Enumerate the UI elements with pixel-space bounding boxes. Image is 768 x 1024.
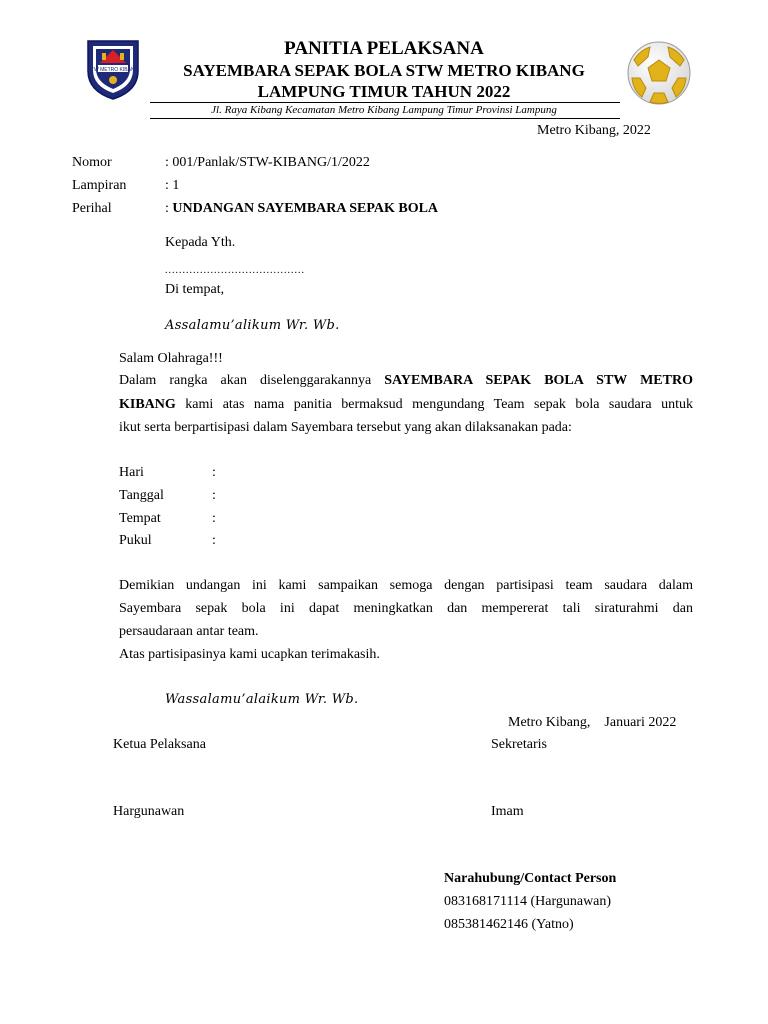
- perihal-value: [165, 201, 438, 217]
- signature-right-name: Imam: [491, 804, 524, 819]
- recipient-greeting: Kepada Yth.: [165, 235, 236, 250]
- paragraph-2-line-2: Sayembara sepak bola ini dapat meningkatkan dan mempererat tali siraturahmi dan: [119, 601, 693, 616]
- closing-salam: Wassalamu’alaikum Wr. Wb.: [165, 692, 359, 707]
- signature-left-name: Hargunawan: [113, 804, 185, 819]
- logo-text: STW METRO KIBANG: [87, 67, 139, 73]
- letterhead-rule-bottom: [150, 118, 620, 119]
- letterhead-rule-top: [150, 102, 620, 103]
- contact-line-1: 083168171114 (Hargunawan): [444, 894, 612, 909]
- contact-line-2: 085381462146 (Yatno): [444, 917, 574, 932]
- p1-line2-rest: kami atas nama panitia bermaksud mengundang Team sepak bola saudara untuk: [175, 397, 693, 412]
- p1-bold-kibang: KIBANG: [119, 397, 176, 412]
- p1-bold-event: SAYEMBARA SEPAK BOLA STW METRO: [384, 373, 693, 388]
- p1-prefix: Dalam rangka akan diselenggarakannya: [119, 373, 385, 388]
- letterhead-subtitle-2: LAMPUNG TIMUR TAHUN 2022: [257, 82, 511, 101]
- perihal-label: Perihal: [72, 201, 112, 216]
- salam-olahraga: Salam Olahraga!!!: [119, 351, 223, 366]
- perihal-subject: UNDANGAN SAYEMBARA SEPAK BOLA: [172, 201, 439, 216]
- perihal-colon: :: [165, 201, 173, 216]
- paragraph-1-line-2: [119, 397, 693, 413]
- schedule-pukul-colon: :: [212, 533, 216, 548]
- lampiran-label: Lampiran: [72, 178, 127, 193]
- paragraph-2-line-3: persaudaraan antar team.: [119, 624, 259, 639]
- schedule-tempat-label: Tempat: [119, 511, 161, 526]
- letterhead-subtitle-1: SAYEMBARA SEPAK BOLA STW METRO KIBANG: [183, 61, 585, 80]
- opening-salam: Assalamu’alikum Wr. Wb.: [165, 318, 340, 333]
- schedule-tanggal-label: Tanggal: [119, 488, 164, 503]
- signature-right-role: Sekretaris: [491, 737, 547, 752]
- letterhead-title: PANITIA PELAKSANA: [284, 38, 484, 59]
- schedule-hari-label: Hari: [119, 465, 144, 480]
- place-date: Metro Kibang, 2022: [537, 123, 651, 138]
- signature-left-role: Ketua Pelaksana: [113, 737, 206, 752]
- paragraph-1-line-1: [119, 373, 693, 389]
- recipient-dots: ........................................: [165, 265, 305, 276]
- nomor-label: Nomor: [72, 155, 112, 170]
- schedule-pukul-label: Pukul: [119, 533, 152, 548]
- schedule-hari-colon: :: [212, 465, 216, 480]
- contact-heading: Narahubung/Contact Person: [444, 871, 617, 886]
- paragraph-3: Atas partisipasinya kami ucapkan terimakasih.: [119, 647, 380, 662]
- lampiran-value: : 1: [165, 178, 180, 193]
- paragraph-1-line-3: ikut serta berpartisipasi dalam Sayembara tersebut yang akan dilaksanakan pada:: [119, 420, 572, 435]
- schedule-tempat-colon: :: [212, 511, 216, 526]
- nomor-value: : 001/Panlak/STW-KIBANG/1/2022: [165, 155, 370, 170]
- paragraph-2-line-1: Demikian undangan ini kami sampaikan semoga dengan partisipasi team saudara dalam: [119, 578, 693, 593]
- signature-place-date: Metro Kibang, Januari 2022: [508, 715, 677, 730]
- recipient-place: Di tempat,: [165, 282, 225, 297]
- letterhead-address: Jl. Raya Kibang Kecamatan Metro Kibang Lampung Timur Provinsi Lampung: [211, 104, 557, 116]
- schedule-tanggal-colon: :: [212, 488, 216, 503]
